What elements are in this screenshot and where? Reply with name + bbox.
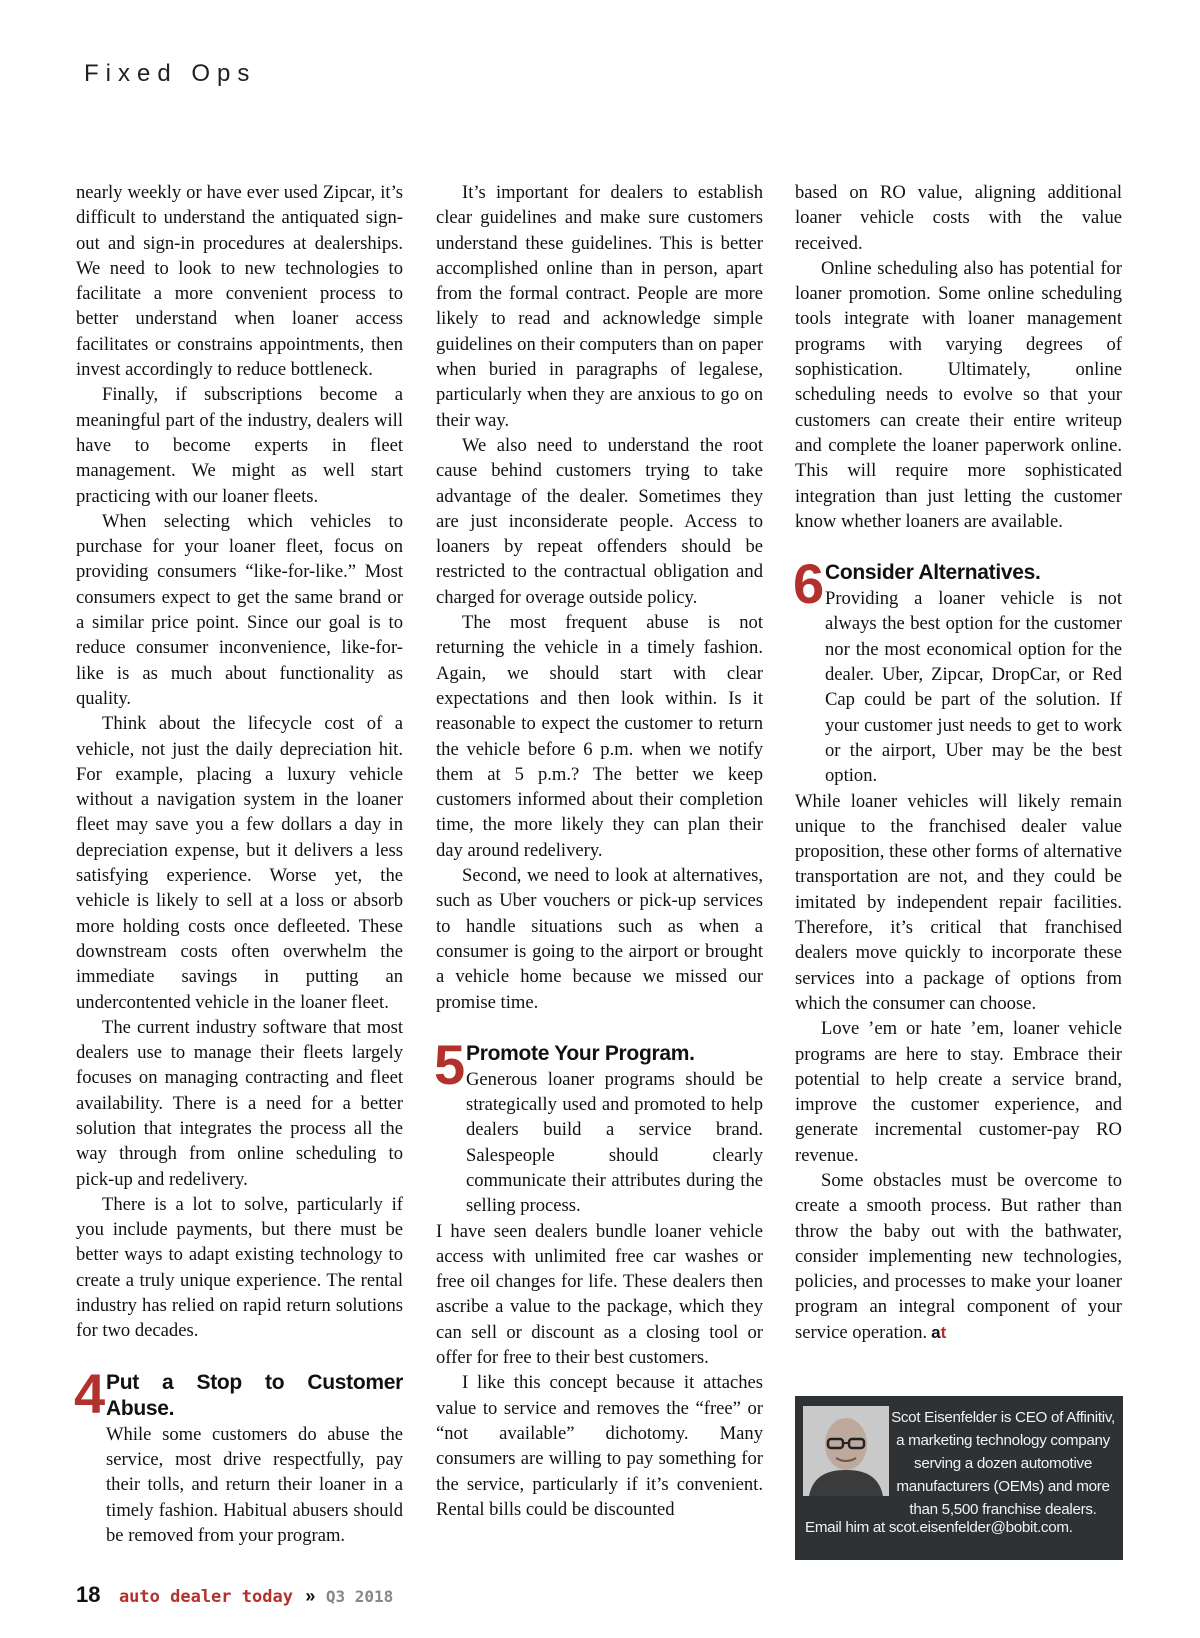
paragraph: While some customers do abuse the service, most drive respectfully, pay their tolls, and return their loaner in a timely fashion. Habitual abusers should be removed from your program. <box>106 1423 403 1546</box>
paragraph: Generous loaner programs should be strategically used and promoted to help dealers build a service brand. Salespeople should clearly communicate their attributes during the selling process. <box>466 1068 763 1217</box>
paragraph: Think about the lifecycle cost of a vehicle, not just the daily depreciation hit. For example, placing a luxury vehicle without a navigation system in the loaner fleet may save you a few dollars a day in depreciation expense, but it delivers a less satisfying experience. Worse yet, the vehicle is likely to sell at a loss or absorb more holding costs once defleeted. These downstream costs often overwhelm the immediate savings in putting an undercontented vehicle in the loaner fleet. <box>76 713 403 1013</box>
subhead-4 <box>74 1361 403 1548</box>
paragraph: Finally, if subscriptions become a meaningful part of the industry, dealers will have to become experts in fleet management. We might as well start practicing with our loaner fleets. <box>76 384 403 507</box>
section-label: Fixed Ops <box>84 60 257 87</box>
paragraph-final <box>795 1168 1122 1345</box>
end-mark-t: t <box>940 1322 947 1342</box>
subhead-title: Promote Your Program. <box>466 1041 695 1065</box>
author-bio-text: Scot Eisenfelder is CEO of Affinitiv, a marketing technology company serving a dozen automotive manufacturers (OEMs) and more than 5,500 franchise dealers. <box>891 1409 1115 1518</box>
paragraph: There is a lot to solve, particularly if you include payments, but there must be better ways to adapt existing technology to create a truly unique experience. The rental industry has relied on rapid return solutions for two decades. <box>76 1193 403 1342</box>
paragraph: Providing a loaner vehicle is not always the best option for the customer nor the most economical option for the dealer. Uber, Zipcar, DropCar, or Red Cap could be part of the solution. If your customer just needs to get to work or the airport, Uber may be the best option. <box>825 588 1122 787</box>
author-photo <box>803 1406 889 1496</box>
article-column-1 <box>76 180 403 1548</box>
author-portrait-icon <box>803 1406 889 1496</box>
subhead-6 <box>793 552 1122 788</box>
paragraph: When selecting which vehicles to purchase for your loaner fleet, focus on providing consumers “like-for-like.” Most consumers expect to get the same brand or a similar price point. Since our goal is to reduce consumer inconvenience, like-for-like is as much about functionality as quality. <box>76 510 403 709</box>
end-mark-a: a <box>931 1322 941 1342</box>
author-email-line: Email him at scot.eisenfelder@bobit.com. <box>805 1519 1073 1536</box>
paragraph: It’s important for dealers to establish clear guidelines and make sure customers understand these guidelines. This is better accomplished online than in person, apart from the formal contract. People are more likely to read and acknowledge simple guidelines on their computers than on paper when buried in paragraphs of legalese, particularly when they are anxious to go on their way. <box>436 182 763 431</box>
paragraph: The current industry software that most dealers use to manage their fleets largely focuses on managing contracting and fleet availability. There is a need for a better solution that integrates the process all the way through from online scheduling to pick-up and redelivery. <box>76 1016 403 1190</box>
paragraph: based on RO value, aligning additional loaner vehicle costs with the value received. <box>795 182 1122 254</box>
author-bio-box <box>795 1396 1123 1560</box>
paragraph: While loaner vehicles will likely remain unique to the franchised dealer value proposition, these other forms of alternative transportation are not, and they could be imitated by independent repair facilities. Therefore, it’s critical that franchised dealers move quickly to incorporate these services into a package of options from which the consumer can choose. <box>795 790 1122 1014</box>
paragraph: nearly weekly or have ever used Zipcar, it’s difficult to understand the antiquated sign-out and sign-in procedures at dealerships. We need to look to new technologies to facilitate a more convenient process to better understand when loaner access facilitates or constrains appointments, then invest accordingly to reduce bottleneck. <box>76 182 403 381</box>
footer-separator: » <box>305 1586 316 1606</box>
paragraph: Love ’em or hate ’em, loaner vehicle programs are here to stay. Embrace their potential to help create a service brand, improve the customer experience, and generate incremental customer-pay RO revenue. <box>795 1018 1122 1166</box>
paragraph-text: Some obstacles must be overcome to create a smooth process. But rather than throw the baby out with the bathwater, consider implementing new technologies, policies, and processes to make your loaner program an integral component of your service operation. <box>795 1169 1122 1343</box>
page-number: 18 <box>76 1582 101 1607</box>
paragraph: I like this concept because it attaches value to service and removes the “free” or “not available” dichotomy. Many consumers are willing to pay something for the service, particularly if it’s convenient. Rental bills could be discounted <box>436 1372 763 1520</box>
subhead-number: 6 <box>793 552 825 616</box>
paragraph: I have seen dealers bundle loaner vehicle access with unlimited free car washes or free oil changes for life. These dealers then ascribe a value to the package, which they can sell or discount as a closing tool or offer for free to their best customers. <box>436 1220 763 1369</box>
paragraph: We also need to understand the root cause behind customers trying to take advantage of the dealer. Sometimes they are just inconsiderate people. Access to loaners by repeat offenders should be restricted to the contractual obligation and charged for overage outside policy. <box>436 434 763 608</box>
subhead-number: 5 <box>434 1032 466 1096</box>
article-column-3 <box>795 180 1122 1345</box>
subhead-number: 4 <box>74 1361 106 1425</box>
subhead-5 <box>434 1032 763 1219</box>
end-mark <box>931 1323 946 1342</box>
publication-name: auto dealer today <box>118 1587 293 1607</box>
issue-label: Q3 2018 <box>325 1587 394 1606</box>
subhead-title: Consider Alternatives. <box>825 561 1041 585</box>
paragraph: The most frequent abuse is not returning the vehicle in a timely fashion. Again, we should start with clear expectations and then look within. Is it reasonable to expect the customer to return the vehicle before 6 p.m. when we notify them at 5 p.m.? The better we keep customers informed about their completion time, the more likely they can plan their day around redelivery. <box>436 612 763 861</box>
page-footer <box>76 1582 393 1608</box>
paragraph: Online scheduling also has potential for loaner promotion. Some online scheduling tools integrate with loaner management programs with varying degrees of sophistication. Ultimately, online scheduling needs to evolve so that your customers can create their entire writeup and complete the loaner paperwork online. This will require more sophisticated integration than just letting the customer know whether loaners are available. <box>795 257 1122 532</box>
article-column-2 <box>436 180 763 1522</box>
paragraph: Second, we need to look at alternatives, such as Uber vouchers or pick-up services to handle situations such as when a consumer is going to the airport or brought a vehicle home because we missed our promise time. <box>436 865 763 1013</box>
subhead-title: Put a Stop to Customer Abuse. <box>106 1370 403 1420</box>
